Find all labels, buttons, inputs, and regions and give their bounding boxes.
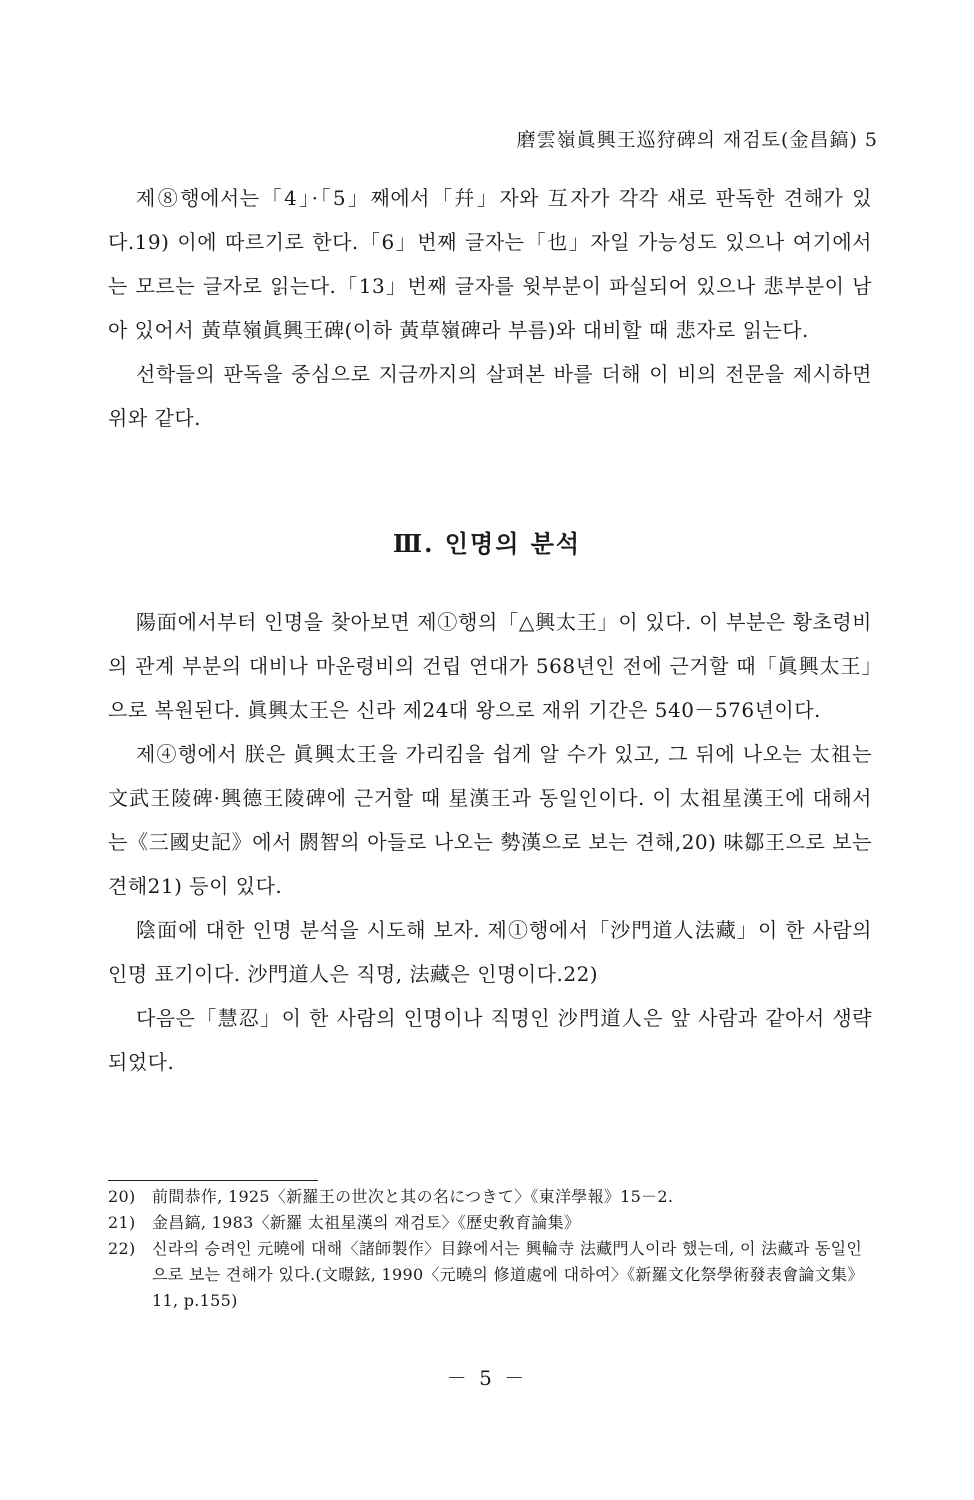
footnote-number: 20): [108, 1187, 136, 1206]
footnote-number: 22): [108, 1239, 136, 1258]
paragraph: 陽面에서부터 인명을 찾아보면 제①행의「△興太王」이 있다. 이 부분은 황초령비의 관계 부분의 대비나 마운령비의 건립 연대가 568년인 전에 근거할 때「眞興太王」으로 복원된다. 眞興太王은 신라 제24대 왕으로 재위 기간은 540－576년이다.: [108, 610, 872, 722]
footnote-text: 前間恭作, 1925〈新羅王の世次と其の名につきて〉《東洋學報》15－2.: [152, 1187, 674, 1206]
body-text-top: [108, 176, 872, 440]
section-heading: Ⅲ. 인명의 분석: [392, 529, 582, 558]
footnote-divider: [108, 1180, 318, 1181]
paragraph: 陰面에 대한 인명 분석을 시도해 보자. 제①행에서「沙門道人法藏」이 한 사람의 인명 표기이다. 沙門道人은 직명, 法藏은 인명이다.22): [108, 918, 872, 986]
footnote: [108, 1210, 872, 1236]
footnote: [108, 1236, 872, 1314]
page-number: － 5 －: [446, 1366, 528, 1390]
running-head: 磨雲嶺眞興王巡狩碑의 재검토(金昌鎬) 5: [516, 129, 878, 151]
paragraph: 제⑧행에서는「4」·「5」째에서「幷」자와 互자가 각각 새로 판독한 견해가 있다.19) 이에 따르기로 한다.「6」번째 글자는「也」자일 가능성도 있으나 여기에서는 모르는 글자로 읽는다.「13」번째 글자를 윗부분이 파실되어 있으나 悲부분이 남아 있어서 黃草嶺眞興王碑(이하 黃草嶺碑라 부름)와 대비할 때 悲자로 읽는다.: [108, 186, 872, 342]
paragraph: 선학들의 판독을 중심으로 지금까지의 살펴본 바를 더해 이 비의 전문을 제시하면 위와 같다.: [108, 362, 872, 430]
footnote: [108, 1184, 872, 1210]
paragraph: 다음은「慧忍」이 한 사람의 인명이나 직명인 沙門道人은 앞 사람과 같아서 생략되었다.: [108, 1006, 872, 1074]
body-text-main: [108, 600, 872, 1084]
paragraph: 제④행에서 朕은 眞興太王을 가리킴을 쉽게 알 수가 있고, 그 뒤에 나오는 太祖는 文武王陵碑·興德王陵碑에 근거할 때 星漢王과 동일인이다. 이 太祖星漢王에 대해서는《三國史記》에서 閼智의 아들로 나오는 勢漢으로 보는 견해,20) 味鄒王으로 보는 견해21) 등이 있다.: [108, 742, 872, 898]
footnote-text: 金昌鎬, 1983〈新羅 太祖星漢의 재검토〉《歷史敎育論集》: [152, 1213, 581, 1232]
footnote-text: 신라의 승려인 元曉에 대해〈諸師製作〉目錄에서는 興輪寺 法藏門人이라 했는데, 이 法藏과 동일인으로 보는 견해가 있다.(文暻鉉, 1990〈元曉의 修道處에 대하여〉《新羅文化祭學術發表會論文集》11, p.155): [152, 1239, 864, 1310]
footnotes: [108, 1184, 872, 1314]
footnote-number: 21): [108, 1213, 136, 1232]
